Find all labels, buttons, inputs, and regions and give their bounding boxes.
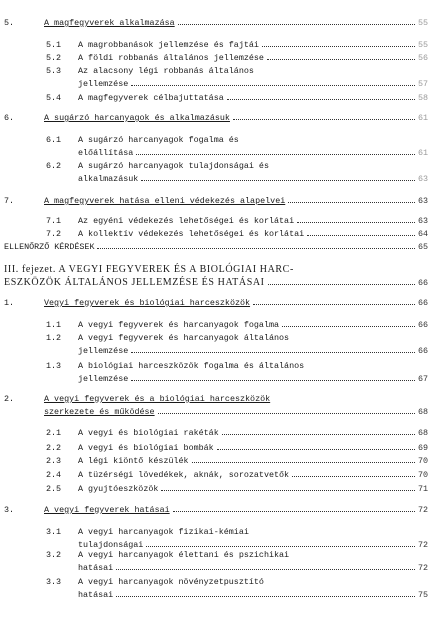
toc-entry-number: 1.3 [46,361,62,371]
toc-entry-page: 70 [417,456,428,466]
toc-entry-page: 56 [417,53,428,63]
dot-leader [233,113,415,120]
toc-entry-title-line: előállítása [78,148,134,158]
toc-entry-title-line: A magfegyverek hatása elleni védekezés alapelvei [44,196,286,206]
toc-entry-number: 7. [4,196,15,206]
toc-entry-title-line: ELLENŐRZŐ KÉRDÉSEK [4,242,95,252]
toc-entry-page: 63 [417,174,428,184]
dot-leader [173,505,415,512]
toc-entry-page: 63 [417,196,428,206]
dot-leader [292,470,415,477]
dot-leader [131,346,415,353]
dot-leader [116,590,415,597]
toc-entry-title-line: jellemzése [78,346,129,356]
toc-entry-number: 1.1 [46,320,62,330]
toc-entry-title-line: hatásai [78,563,114,573]
toc-entry-page: 67 [417,374,428,384]
toc-entry-title-line: A vegyi fegyverek és harcanyagok általános [78,333,290,343]
dot-leader [288,196,415,203]
dot-leader [146,540,415,547]
toc-entry-page: 55 [417,18,428,28]
toc-entry-page: 61 [417,113,428,123]
dot-leader [217,443,415,450]
toc-entry-page: 58 [417,93,428,103]
toc-entry-title-line: III. fejezet. A VEGYI FEGYVEREK ÉS A BIOLÓGIAI HARC- [4,264,294,275]
toc-entry-page: 66 [417,278,428,288]
toc-entry-number: 6. [4,113,15,123]
toc-entry-number: 5.3 [46,66,62,76]
toc-entry-page: 55 [417,40,428,50]
toc-entry-page: 66 [417,298,428,308]
toc-entry-number: 2.5 [46,484,62,494]
toc-entry-number: 1.2 [46,333,62,343]
toc-entry-number: 1. [4,298,15,308]
toc-entry-title-line: Vegyi fegyverek és biológiai harceszközök [44,298,251,308]
toc-entry-page: 64 [417,229,428,239]
toc-entry-title-line: hatásai [78,590,114,600]
dot-leader [178,18,415,25]
dot-leader [97,242,414,249]
toc-entry-title-line: Az egyéni védekezés lehetőségei és korlátai [78,216,295,226]
toc-entry-title-line: Az alacsony légi robbanás általános [78,66,254,76]
dot-leader [227,93,415,100]
toc-entry-page: 57 [417,79,428,89]
dot-leader [158,407,415,414]
toc-entry-number: 5.2 [46,53,62,63]
dot-leader [131,79,415,86]
toc-entry-page: 70 [417,470,428,480]
toc-entry-number: 3.1 [46,527,62,537]
toc-entry-page: 72 [417,563,428,573]
toc-entry-title-line: jellemzése [78,79,129,89]
toc-entry-page: 65 [417,242,428,252]
toc-entry-number: 2.1 [46,428,62,438]
toc-entry-number: 5.1 [46,40,62,50]
toc-entry-title-line: A magrobbanások jellemzése és fajtái [78,40,259,50]
toc-entry-title-line: A vegyi fegyverek és harcanyagok fogalma [78,320,280,330]
toc-entry-title-line: A tüzérségi lövedékek, aknák, sorozatvetők [78,470,290,480]
dot-leader [136,148,415,155]
toc-entry-title-line: A légi kiöntő készülék [78,456,189,466]
dot-leader [307,229,415,236]
toc-entry-number: 3.2 [46,550,62,560]
toc-entry-page: 68 [417,407,428,417]
toc-entry-title-line: A sugárzó harcanyagok tulajdonságai és [78,161,269,171]
toc-entry-title-line: A kollektív védekezés lehetőségei és korlátai [78,229,305,239]
toc-entry-page: 63 [417,216,428,226]
toc-entry-number: 6.1 [46,135,62,145]
toc-entry-page: 75 [417,590,428,600]
toc-entry-title-line: A vegyi és biológiai rakéták [78,428,219,438]
toc-entry-page: 61 [417,148,428,158]
toc-entry-number: 2.2 [46,443,62,453]
toc-entry-title-line: tulajdonságai [78,540,144,550]
toc-entry-page: 68 [417,428,428,438]
toc-entry-number: 7.1 [46,216,62,226]
toc-entry-number: 3. [4,505,15,515]
dot-leader [222,428,415,435]
toc-entry-number: 2. [4,394,15,404]
toc-entry-title-line: szerkezete és működése [44,407,155,417]
dot-leader [297,216,415,223]
toc-entry-title-line: jellemzése [78,374,129,384]
toc-entry-title-line: A magfegyverek alkalmazása [44,18,175,28]
toc-entry-page: 72 [417,505,428,515]
toc-entry-page: 66 [417,346,428,356]
toc-entry-number: 5. [4,18,15,28]
toc-entry-title-line: A sugárzó harcanyagok és alkalmazásuk [44,113,230,123]
toc-entry-title-line: A biológiai harceszközök fogalma és általános [78,361,305,371]
toc-entry-page: 72 [417,540,428,550]
toc-entry-title-line: A vegyi és biológiai bombák [78,443,214,453]
dot-leader [192,456,415,463]
dot-leader [161,484,415,491]
dot-leader [253,298,415,305]
toc-entry-title-line: A vegyi harcanyagok növényzetpusztító [78,577,264,587]
toc-entry-title-line: A vegyi harcanyagok fizikai-kémiai [78,527,249,537]
toc-entry-page: 66 [417,320,428,330]
toc-entry-title-line: alkalmazásuk [78,174,139,184]
toc-entry-number: 2.3 [46,456,62,466]
dot-leader [268,278,415,285]
dot-leader [116,563,415,570]
toc-entry-number: 2.4 [46,470,62,480]
toc-entry-page: 71 [417,484,428,494]
toc-entry-number: 6.2 [46,161,62,171]
toc-entry-title-line: A magfegyverek célbajuttatása [78,93,224,103]
dot-leader [141,174,415,181]
dot-leader [131,374,415,381]
toc-entry-title-line: A gyujtóeszközök [78,484,159,494]
toc-entry-title-line: A vegyi fegyverek hatásai [44,505,170,515]
toc-entry-title-line: A vegyi fegyverek és a biológiai harceszközök [44,394,271,404]
toc-entry-title-line: A földi robbanás általános jellemzése [78,53,264,63]
toc-entry-title-line: A sugárzó harcanyagok fogalma és [78,135,239,145]
dot-leader [267,53,415,60]
toc-entry-title-line: A vegyi harcanyagok élettani és pszichikai [78,550,290,560]
toc-entry-number: 3.3 [46,577,62,587]
dot-leader [262,40,415,47]
toc-entry-number: 7.2 [46,229,62,239]
toc-entry-number: 5.4 [46,93,62,103]
toc-entry-page: 69 [417,443,428,453]
dot-leader [282,320,415,327]
toc-entry-title-line: ESZKÖZÖK ÁLTALÁNOS JELLEMZÉSE ÉS HATÁSAI [4,277,265,288]
